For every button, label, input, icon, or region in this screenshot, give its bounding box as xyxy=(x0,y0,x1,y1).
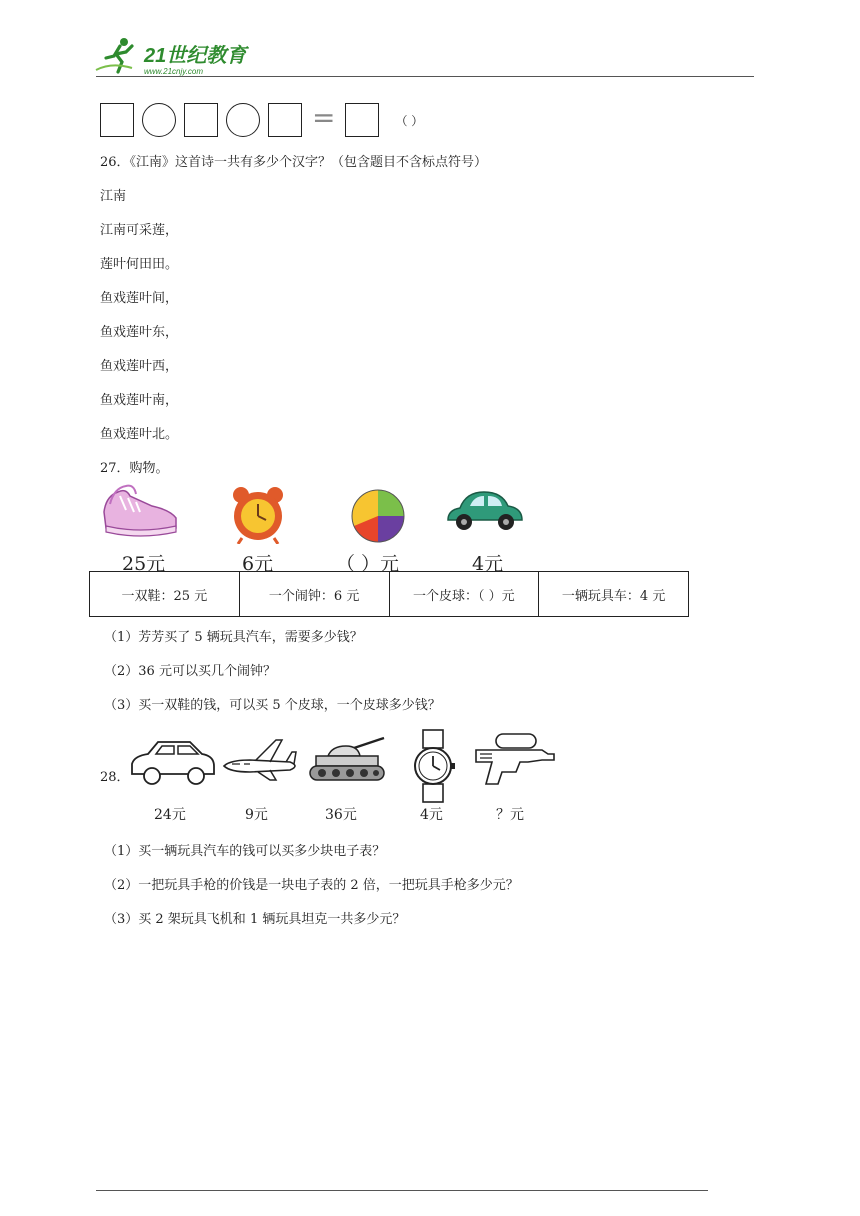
equation-row xyxy=(100,102,423,138)
poem-line: 鱼戏莲叶南， xyxy=(100,393,179,408)
runner-icon xyxy=(96,38,132,72)
alarm-clock-icon xyxy=(228,484,288,544)
price-label: 6元 xyxy=(242,553,274,575)
answer-box[interactable] xyxy=(268,103,302,137)
price-label: 25元 xyxy=(122,553,166,575)
car-icon xyxy=(128,738,218,788)
question-26: 26．《江南》这首诗一共有多少个汉字？（包含题目不含标点符号） xyxy=(100,155,488,170)
watch-icon xyxy=(408,728,458,804)
equals-sign: = xyxy=(312,101,336,134)
table-cell: 一个闹钟：6 元 xyxy=(239,572,389,617)
table-cell: 一辆玩具车：4 元 xyxy=(539,572,689,617)
question-27: 27．购物。 xyxy=(100,461,169,476)
tank-icon xyxy=(306,734,388,784)
footer-rule xyxy=(96,1190,708,1191)
subquestion: （1）芳芳买了 5 辆玩具汽车，需要多少钱？ xyxy=(104,630,363,645)
ball-icon xyxy=(350,488,406,544)
answer-blank[interactable]: （ ） xyxy=(395,113,424,128)
shoe-icon xyxy=(100,482,180,540)
result-box[interactable] xyxy=(345,103,379,137)
subquestion: （3）买一双鞋的钱，可以买 5 个皮球，一个皮球多少钱？ xyxy=(104,698,441,713)
site-logo xyxy=(92,34,262,78)
poem-line: 鱼戏莲叶西， xyxy=(100,359,179,374)
poem-line: 鱼戏莲叶北。 xyxy=(100,427,179,442)
subquestion: （2）36 元可以买几个闹钟？ xyxy=(104,664,276,679)
poem-line: 鱼戏莲叶间， xyxy=(100,291,179,306)
price-label: （ ）元 xyxy=(336,553,400,575)
poem-line: 鱼戏莲叶东， xyxy=(100,325,179,340)
operator-circle[interactable] xyxy=(142,103,176,137)
airplane-icon xyxy=(220,736,302,782)
price-table xyxy=(89,571,689,617)
subquestion: （1）买一辆玩具汽车的钱可以买多少块电子表？ xyxy=(104,844,386,859)
poem-line: 江南可采莲， xyxy=(100,223,179,238)
price-label: 4元 xyxy=(420,807,443,823)
answer-box[interactable] xyxy=(100,103,134,137)
toy-car-icon xyxy=(444,488,526,534)
header-rule xyxy=(96,76,754,77)
water-gun-icon xyxy=(472,732,556,788)
question-28: 28． xyxy=(100,770,130,785)
svg-text:www.21cnjy.com: www.21cnjy.com xyxy=(144,67,203,76)
operator-circle[interactable] xyxy=(226,103,260,137)
table-cell: 一双鞋：25 元 xyxy=(90,572,240,617)
answer-box[interactable] xyxy=(184,103,218,137)
table-cell[interactable]: 一个皮球：（ ）元 xyxy=(389,572,539,617)
poem-line: 莲叶何田田。 xyxy=(100,257,179,272)
table-row xyxy=(90,572,689,617)
price-label: ？元 xyxy=(496,807,524,823)
poem-line: 江南 xyxy=(100,189,127,204)
subquestion: （2）一把玩具手枪的价钱是一块电子表的 2 倍，一把玩具手枪多少元？ xyxy=(104,878,519,893)
svg-text:21世纪教育: 21世纪教育 xyxy=(144,45,247,67)
price-label: 24元 xyxy=(154,807,186,823)
subquestion: （3）买 2 架玩具飞机和 1 辆玩具坦克一共多少元？ xyxy=(104,912,406,927)
price-label: 4元 xyxy=(472,553,504,575)
price-label: 36元 xyxy=(325,807,357,823)
price-label: 9元 xyxy=(245,807,268,823)
